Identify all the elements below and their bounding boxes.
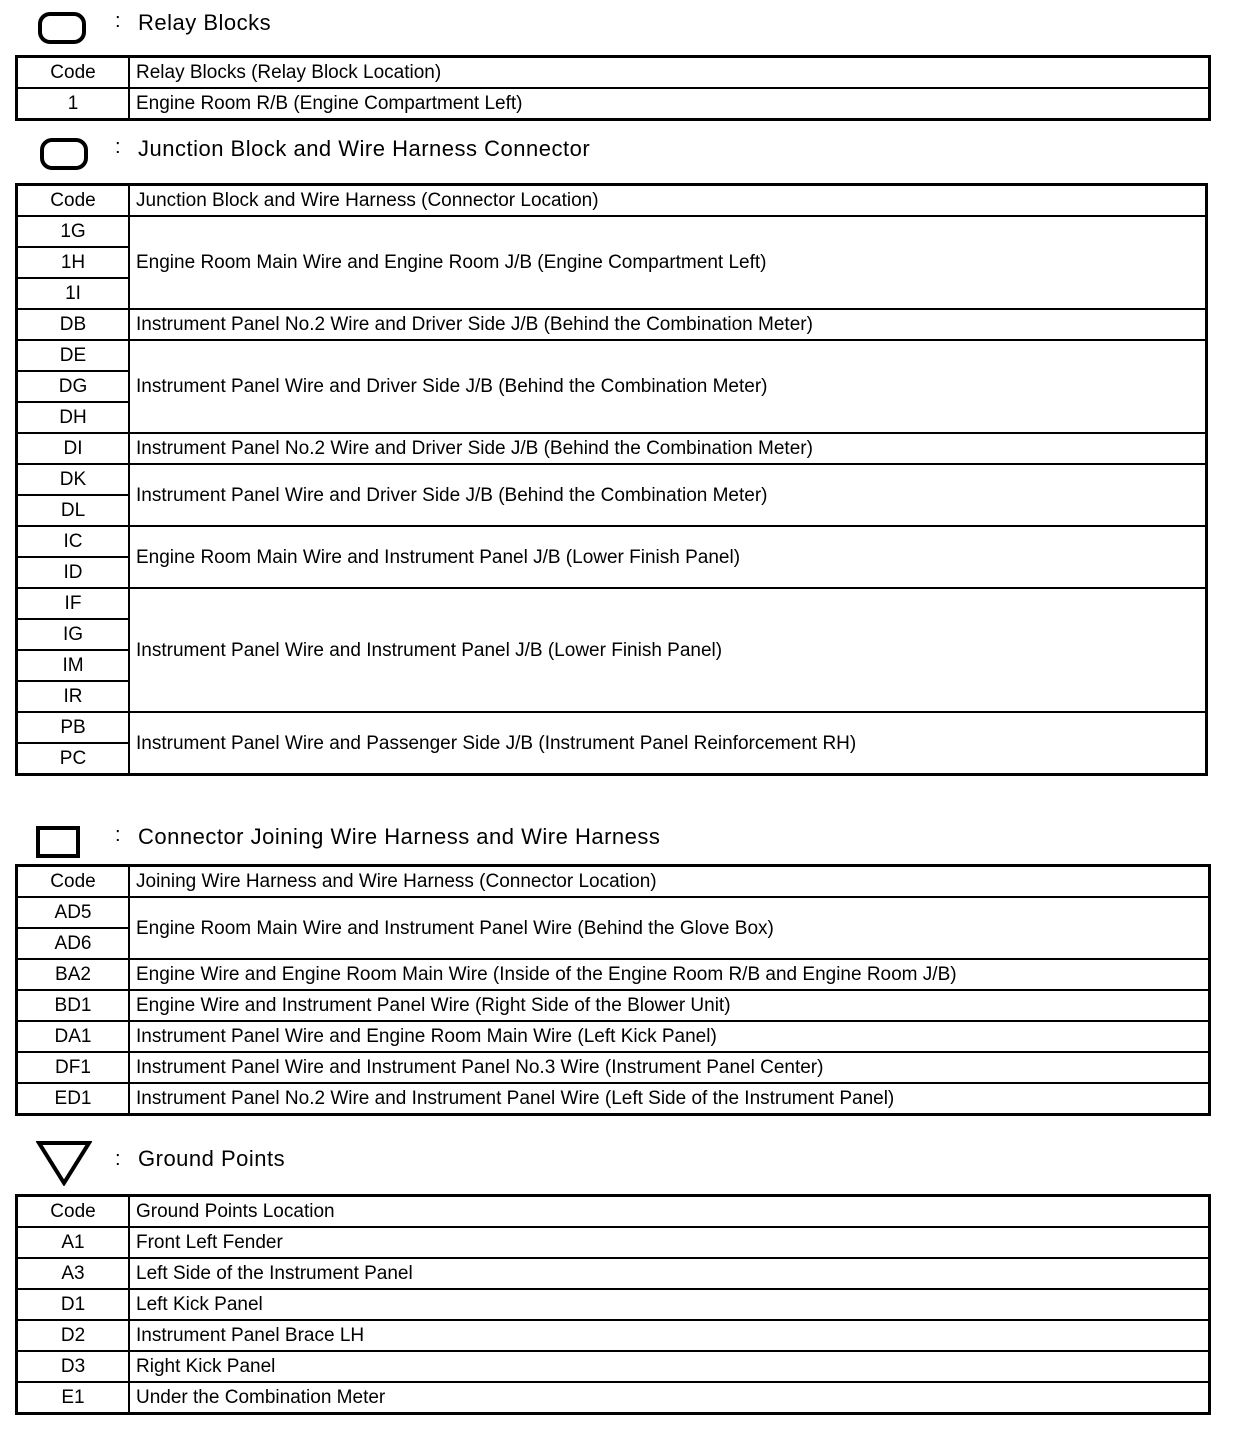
location-cell: Left Side of the Instrument Panel xyxy=(129,1258,1210,1289)
table-row xyxy=(17,1320,1210,1351)
code-cell: 1H xyxy=(17,247,130,278)
code-cell: BD1 xyxy=(17,990,130,1021)
relay-block-symbol-icon xyxy=(38,12,86,44)
code-cell: AD6 xyxy=(17,928,130,959)
table-header-row xyxy=(17,866,1210,898)
code-cell: 1 xyxy=(17,88,130,120)
location-cell: Engine Wire and Instrument Panel Wire (Right Side of the Blower Unit) xyxy=(129,990,1210,1021)
heading-colon: : xyxy=(115,1148,121,1170)
code-cell: A1 xyxy=(17,1227,130,1258)
table-row xyxy=(17,897,1210,928)
section-title: Junction Block and Wire Harness Connector xyxy=(138,136,591,161)
table-row xyxy=(17,464,1207,495)
code-cell: IF xyxy=(17,588,130,619)
table-row xyxy=(17,1227,1210,1258)
code-cell: AD5 xyxy=(17,897,130,928)
location-cell: Instrument Panel Wire and Instrument Panel No.3 Wire (Instrument Panel Center) xyxy=(129,1052,1210,1083)
relay-blocks-table xyxy=(15,55,1211,121)
code-cell: A3 xyxy=(17,1258,130,1289)
section-title: Ground Points xyxy=(138,1146,286,1171)
table-row xyxy=(17,1382,1210,1414)
location-cell: Engine Wire and Engine Room Main Wire (Inside of the Engine Room R/B and Engine Room J/B) xyxy=(129,959,1210,990)
ground-points-table xyxy=(15,1194,1211,1415)
table-row xyxy=(17,1351,1210,1382)
code-cell: DK xyxy=(17,464,130,495)
location-cell: Engine Room R/B (Engine Compartment Left) xyxy=(129,88,1210,120)
location-cell: Instrument Panel No.2 Wire and Driver Side J/B (Behind the Combination Meter) xyxy=(129,309,1207,340)
code-cell: 1I xyxy=(17,278,130,309)
table-row xyxy=(17,990,1210,1021)
header-code-cell: Code xyxy=(17,185,130,217)
code-cell: IC xyxy=(17,526,130,557)
header-code-cell: Code xyxy=(17,1196,130,1228)
heading-colon: : xyxy=(115,10,121,32)
code-cell: E1 xyxy=(17,1382,130,1414)
header-desc-cell: Ground Points Location xyxy=(129,1196,1210,1228)
location-cell: Left Kick Panel xyxy=(129,1289,1210,1320)
code-cell: PB xyxy=(17,712,130,743)
location-cell: Instrument Panel No.2 Wire and Instrument Panel Wire (Left Side of the Instrument Panel) xyxy=(129,1083,1210,1115)
code-cell: D1 xyxy=(17,1289,130,1320)
header-desc-cell: Joining Wire Harness and Wire Harness (Connector Location) xyxy=(129,866,1210,898)
code-cell: ID xyxy=(17,557,130,588)
connector-symbol-icon xyxy=(36,826,80,858)
heading-colon: : xyxy=(115,136,121,158)
table-row xyxy=(17,1258,1210,1289)
location-cell: Instrument Panel Wire and Passenger Side J/B (Instrument Panel Reinforcement RH) xyxy=(129,712,1207,775)
code-cell: IG xyxy=(17,619,130,650)
table-row xyxy=(17,1083,1210,1115)
section-title: Connector Joining Wire Harness and Wire Harness xyxy=(138,824,661,849)
code-cell: IR xyxy=(17,681,130,712)
table-row xyxy=(17,433,1207,464)
code-cell: D3 xyxy=(17,1351,130,1382)
location-cell: Instrument Panel Brace LH xyxy=(129,1320,1210,1351)
junction-block-symbol-icon xyxy=(40,138,88,170)
code-cell: DL xyxy=(17,495,130,526)
location-cell: Instrument Panel Wire and Instrument Panel J/B (Lower Finish Panel) xyxy=(129,588,1207,712)
code-cell: DH xyxy=(17,402,130,433)
code-cell: ED1 xyxy=(17,1083,130,1115)
code-cell: DG xyxy=(17,371,130,402)
code-cell: D2 xyxy=(17,1320,130,1351)
junction-blocks-heading xyxy=(0,134,1248,174)
location-cell: Instrument Panel Wire and Driver Side J/B (Behind the Combination Meter) xyxy=(129,340,1207,433)
code-cell: PC xyxy=(17,743,130,775)
location-cell: Instrument Panel Wire and Driver Side J/B (Behind the Combination Meter) xyxy=(129,464,1207,526)
table-row xyxy=(17,309,1207,340)
location-cell: Front Left Fender xyxy=(129,1227,1210,1258)
code-cell: DA1 xyxy=(17,1021,130,1052)
location-cell: Engine Room Main Wire and Engine Room J/B (Engine Compartment Left) xyxy=(129,216,1207,309)
table-row xyxy=(17,340,1207,371)
junction-blocks-table xyxy=(15,183,1208,776)
connectors-table xyxy=(15,864,1211,1116)
header-code-cell: Code xyxy=(17,57,130,89)
location-cell: Engine Room Main Wire and Instrument Panel J/B (Lower Finish Panel) xyxy=(129,526,1207,588)
connectors-heading xyxy=(0,822,1248,862)
section-title: Relay Blocks xyxy=(138,10,272,35)
code-cell: DI xyxy=(17,433,130,464)
location-cell: Right Kick Panel xyxy=(129,1351,1210,1382)
code-cell: DB xyxy=(17,309,130,340)
table-header-row xyxy=(17,57,1210,89)
table-row xyxy=(17,959,1210,990)
table-row xyxy=(17,1021,1210,1052)
code-cell: 1G xyxy=(17,216,130,247)
heading-colon: : xyxy=(115,824,121,846)
table-row xyxy=(17,526,1207,557)
location-cell: Under the Combination Meter xyxy=(129,1382,1210,1414)
table-row xyxy=(17,88,1210,120)
table-row xyxy=(17,216,1207,247)
table-row xyxy=(17,712,1207,743)
header-code-cell: Code xyxy=(17,866,130,898)
table-row xyxy=(17,1052,1210,1083)
header-desc-cell: Relay Blocks (Relay Block Location) xyxy=(129,57,1210,89)
header-desc-cell: Junction Block and Wire Harness (Connector Location) xyxy=(129,185,1207,217)
location-cell: Instrument Panel No.2 Wire and Driver Side J/B (Behind the Combination Meter) xyxy=(129,433,1207,464)
code-cell: DF1 xyxy=(17,1052,130,1083)
relay-blocks-heading xyxy=(0,8,1248,48)
ground-points-heading xyxy=(0,1140,1248,1180)
table-header-row xyxy=(17,185,1207,217)
location-cell: Engine Room Main Wire and Instrument Panel Wire (Behind the Glove Box) xyxy=(129,897,1210,959)
table-row xyxy=(17,1289,1210,1320)
location-cell: Instrument Panel Wire and Engine Room Main Wire (Left Kick Panel) xyxy=(129,1021,1210,1052)
ground-point-triangle-icon xyxy=(36,1140,92,1186)
code-cell: DE xyxy=(17,340,130,371)
code-cell: BA2 xyxy=(17,959,130,990)
table-header-row xyxy=(17,1196,1210,1228)
code-cell: IM xyxy=(17,650,130,681)
table-row xyxy=(17,588,1207,619)
